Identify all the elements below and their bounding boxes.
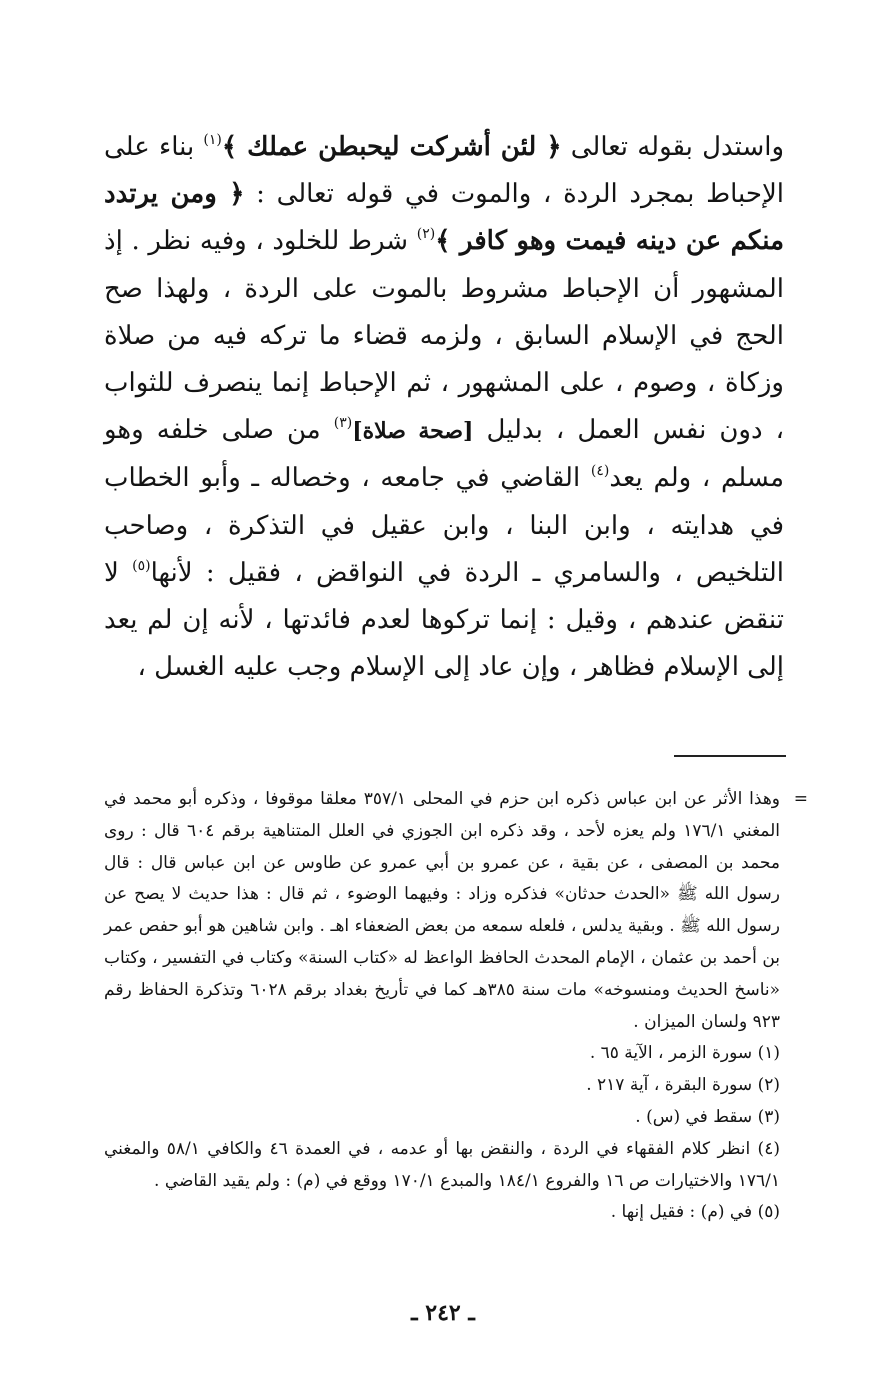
- text-segment: بناء على الإحباط بمجرد الردة ، والموت في قوله تعالى :: [104, 132, 784, 210]
- text-segment: شرط للخلود ، وفيه نظر . إذ المشهور أن الإحباط مشروط بالموت على الردة ، ولهذا صح الحج في الإسلام السابق ، ولزمه قضاء ما تركه فيه من صلاة وزكاة ، وصوم ، على المشهور ، ثم الإحباط إنما ينصرف للثواب ، دون نفس العمل ، بدليل: [104, 226, 784, 446]
- footnote-marker: (٥): [132, 557, 151, 574]
- footnote-1: (١) سورة الزمر ، الآية ٦٥ .: [589, 1043, 780, 1064]
- bracketed-insertion: [صحة صلاة]: [352, 418, 474, 445]
- footnote-5: (٥) في (م) : فقيل إنها .: [610, 1202, 780, 1223]
- quran-verse: ﴿ ومن يرتدد منكم عن دينه فيمت وهو كافر ﴾: [104, 179, 785, 257]
- footnote-4: (٤) انظر كلام الفقهاء في الردة ، والنقض بها أو عدمه ، في العمدة ٤٦ والكافي ٥٨/١ والمغني ١٧٦/١ والاختيارات ص ١٦ والفروع ١٨٤/١ والمبدع ١٧٠/١ ووقع في (م) : ولم يقيد القاضي .: [104, 1138, 780, 1191]
- page-number: ـ ٢٤٢ ـ: [411, 1300, 475, 1326]
- quran-verse: ﴿ لئن أشركت ليحبطن عملك ﴾: [221, 132, 562, 162]
- footnote-marker: (٤): [590, 463, 610, 480]
- footnote-marker: (١): [203, 132, 222, 148]
- footnote-marker: (٢): [416, 226, 436, 243]
- footnote-marker: (٣): [333, 415, 353, 432]
- footnote-continuation-text: وهذا الأثر عن ابن عباس ذكره ابن حزم في المحلى ٣٥٧/١ معلقا موقوفا ، وذكره أبو محمد في المغني ١٧٦/١ ولم يعزه لأحد ، وقد ذكره ابن الجوزي في العلل المتناهية برقم ٦٠٤ قال : روى محمد بن المصفى ، عن بقية ، عن عمرو بن أبي عمرو عن طاوس عن ابن عباس قال : قال رسول الله ﷺ «الحدث حدثان» فذكره وزاد : وفيهما الوضوء ، ثم قال : هذا حديث لا يصح عن رسول الله ﷺ . وبقية يدلس ، فلعله سمعه من بعض الضعفاء اهـ . وابن شاهين هو أبو حفص عمر بن أحمد بن عثمان ، الإمام المحدث الحافظ الواعظ له «كتاب السنة» وكتاب في التفسير ، وكتاب «ناسخ الحديث ومنسوخه» مات سنة ٣٨٥هـ كما في تأريخ بغداد برقم ٦٠٢٨ وتذكرة الحفاظ رقم ٩٢٣ ولسان الميزان .: [104, 789, 781, 1032]
- footnote-separator: [674, 755, 786, 757]
- main-text: [104, 124, 784, 691]
- footnotes: [104, 784, 808, 1229]
- text-segment: القاضي في جامعه ، وخصاله ـ وأبو الخطاب في هدايته ، وابن البنا ، وابن عقيل في التذكرة ، وصاحب التلخيص ، والسامري ـ الردة في النواقض ، فقيل : لأنها: [104, 463, 784, 588]
- footnote-2: (٢) سورة البقرة ، آية ٢١٧ .: [586, 1075, 780, 1096]
- continuation-mark: =: [793, 789, 808, 809]
- footnote-continuation: [104, 784, 808, 1038]
- text-segment: واستدل بقوله تعالى: [570, 132, 785, 162]
- text-segment: من صلى خلفه وهو مسلم ، ولم يعد: [104, 415, 784, 494]
- main-paragraph: [104, 124, 784, 691]
- footnote-3: (٣) سقط في (س) .: [635, 1106, 780, 1127]
- text-segment: لا تنقض عندهم ، وقيل : إنما تركوها لعدم فائدتها ، لأنه إن لم يعد إلى الإسلام فظاهر ، وإن عاد إلى الإسلام وجب عليه الغسل ،: [104, 557, 784, 683]
